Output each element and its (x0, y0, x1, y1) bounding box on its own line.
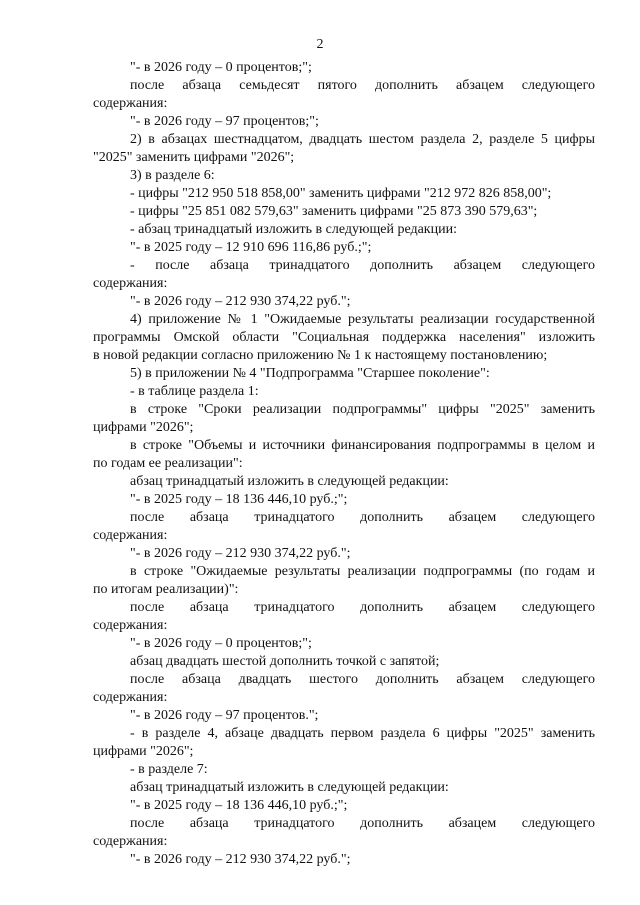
text-line: программы Омской области "Социальная поддержка населения" изложить (93, 330, 595, 345)
text-line: в строке "Объемы и источники финансирования подпрограммы в целом и (130, 438, 595, 453)
text-line: после абзаца семьдесят пятого дополнить абзацем следующего (130, 78, 595, 93)
text-line: 4) приложение № 1 "Ожидаемые результаты реализации государственной (130, 312, 595, 327)
text-line: в строке "Сроки реализации подпрограммы" цифры "2025" заменить (130, 402, 595, 417)
text-line: - цифры "25 851 082 579,63" заменить цифрами "25 873 390 579,63"; (130, 204, 538, 219)
text-line: абзац тринадцатый изложить в следующей редакции: (130, 780, 449, 795)
document-body (93, 59, 595, 869)
text-line: - в таблице раздела 1: (130, 384, 259, 399)
text-line: "- в 2026 году – 212 930 374,22 руб."; (130, 546, 351, 561)
text-line: "- в 2026 году – 212 930 374,22 руб."; (130, 294, 351, 309)
text-line: - цифры "212 950 518 858,00" заменить цифрами "212 972 826 858,00"; (130, 186, 552, 201)
text-line: "- в 2026 году – 97 процентов;"; (130, 114, 319, 129)
text-line: 3) в разделе 6: (130, 168, 215, 183)
text-line: 2) в абзацах шестнадцатом, двадцать шестом раздела 2, разделе 5 цифры (130, 132, 595, 147)
text-line: цифрами "2026"; (93, 420, 194, 435)
text-line: по годам ее реализации": (93, 456, 243, 471)
text-line: после абзаца двадцать шестого дополнить абзацем следующего (130, 672, 595, 687)
text-line: "- в 2025 году – 18 136 446,10 руб.;"; (130, 798, 348, 813)
text-line: по итогам реализации)": (93, 582, 239, 597)
text-line: содержания: (93, 690, 168, 705)
text-line: "- в 2026 году – 0 процентов;"; (130, 636, 312, 651)
text-line: цифрами "2026"; (93, 744, 194, 759)
text-line: - в разделе 4, абзаце двадцать первом раздела 6 цифры "2025" заменить (130, 726, 595, 741)
text-line: "- в 2026 году – 97 процентов."; (130, 708, 319, 723)
text-line: содержания: (93, 618, 168, 633)
text-line: содержания: (93, 96, 168, 111)
text-line: содержания: (93, 528, 168, 543)
text-line: после абзаца тринадцатого дополнить абзацем следующего (130, 510, 595, 525)
text-line: - абзац тринадцатый изложить в следующей редакции: (130, 222, 457, 237)
text-line: содержания: (93, 834, 168, 849)
text-line: после абзаца тринадцатого дополнить абзацем следующего (130, 816, 595, 831)
text-line: в новой редакции согласно приложению № 1 к настоящему постановлению; (93, 348, 548, 363)
text-line: содержания: (93, 276, 168, 291)
text-line: после абзаца тринадцатого дополнить абзацем следующего (130, 600, 595, 615)
text-line: 5) в приложении № 4 "Подпрограмма "Старшее поколение": (130, 366, 490, 381)
text-line: - в разделе 7: (130, 762, 208, 777)
text-line: "- в 2026 году – 212 930 374,22 руб."; (130, 852, 351, 867)
page-number: 2 (316, 37, 324, 52)
text-line: - после абзаца тринадцатого дополнить абзацем следующего (130, 258, 595, 273)
text-line: "- в 2025 году – 18 136 446,10 руб.;"; (130, 492, 348, 507)
text-line: в строке "Ожидаемые результаты реализации подпрограммы (по годам и (130, 564, 595, 579)
text-line: "- в 2025 году – 12 910 696 116,86 руб.;"; (130, 240, 372, 255)
text-line: "2025" заменить цифрами "2026"; (93, 150, 295, 165)
text-line: абзац тринадцатый изложить в следующей редакции: (130, 474, 449, 489)
text-line: абзац двадцать шестой дополнить точкой с запятой; (130, 654, 440, 669)
text-line: "- в 2026 году – 0 процентов;"; (130, 60, 312, 75)
